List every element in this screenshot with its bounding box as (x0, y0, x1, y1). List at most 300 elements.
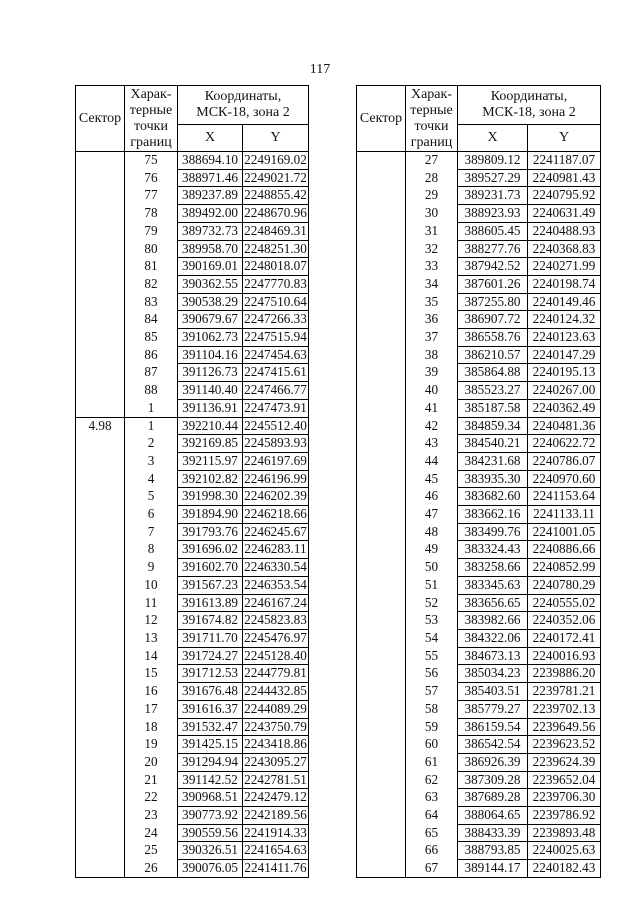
y-cell: 2239649.56 (528, 718, 601, 736)
table-right-body (357, 152, 601, 878)
sector-cell (357, 789, 406, 807)
x-cell: 389492.00 (178, 205, 243, 223)
sector-cell (76, 559, 125, 577)
table-row (357, 594, 601, 612)
x-cell: 391140.40 (178, 382, 243, 400)
sector-cell (357, 222, 406, 240)
sector-cell (76, 329, 125, 347)
y-cell: 2240786.07 (528, 452, 601, 470)
table-row (76, 205, 309, 223)
sector-cell (357, 753, 406, 771)
point-cell: 2 (125, 435, 178, 453)
x-cell: 391532.47 (178, 718, 243, 736)
x-cell: 391712.53 (178, 665, 243, 683)
y-cell: 2248855.42 (243, 187, 309, 205)
table-row (357, 382, 601, 400)
x-cell: 386542.54 (458, 736, 528, 754)
sector-cell (357, 860, 406, 878)
point-cell: 88 (125, 382, 178, 400)
y-cell: 2240195.13 (528, 364, 601, 382)
table-row (76, 382, 309, 400)
table-row (76, 683, 309, 701)
table-row (76, 258, 309, 276)
table-row (357, 736, 601, 754)
x-cell: 385403.51 (458, 683, 528, 701)
x-cell: 384231.68 (458, 452, 528, 470)
table-row (357, 523, 601, 541)
table-row (76, 700, 309, 718)
y-cell: 2240147.29 (528, 346, 601, 364)
point-cell: 49 (406, 541, 458, 559)
point-cell: 83 (125, 293, 178, 311)
table-row (357, 364, 601, 382)
x-cell: 391294.94 (178, 753, 243, 771)
sector-cell (357, 275, 406, 293)
point-cell: 34 (406, 275, 458, 293)
point-cell: 33 (406, 258, 458, 276)
x-cell: 384859.34 (458, 417, 528, 435)
y-cell: 2240795.92 (528, 187, 601, 205)
x-cell: 387601.26 (458, 275, 528, 293)
table-row (357, 329, 601, 347)
point-cell: 7 (125, 523, 178, 541)
table-row (76, 169, 309, 187)
sector-cell (76, 240, 125, 258)
header-coordinates: Координаты, МСК-18, зона 2 (458, 86, 601, 125)
point-cell: 76 (125, 169, 178, 187)
sector-cell (357, 293, 406, 311)
header-x: X (458, 125, 528, 152)
point-cell: 81 (125, 258, 178, 276)
header-y: Y (528, 125, 601, 152)
point-cell: 26 (125, 860, 178, 878)
point-cell: 32 (406, 240, 458, 258)
table-row (357, 293, 601, 311)
x-cell: 390362.55 (178, 275, 243, 293)
sector-cell (76, 683, 125, 701)
table-row (357, 452, 601, 470)
point-cell: 44 (406, 452, 458, 470)
y-cell: 2239624.39 (528, 753, 601, 771)
y-cell: 2243750.79 (243, 718, 309, 736)
point-cell: 42 (406, 417, 458, 435)
x-cell: 386210.57 (458, 346, 528, 364)
y-cell: 2248018.07 (243, 258, 309, 276)
table-row (357, 771, 601, 789)
point-cell: 39 (406, 364, 458, 382)
coordinates-table-left (75, 85, 309, 878)
y-cell: 2247415.61 (243, 364, 309, 382)
x-cell: 386558.76 (458, 329, 528, 347)
sector-cell (76, 382, 125, 400)
point-cell: 46 (406, 488, 458, 506)
sector-cell (76, 771, 125, 789)
sector-cell (76, 506, 125, 524)
x-cell: 387689.28 (458, 789, 528, 807)
y-cell: 2240124.32 (528, 311, 601, 329)
y-cell: 2239786.92 (528, 807, 601, 825)
sector-cell (357, 346, 406, 364)
point-cell: 45 (406, 470, 458, 488)
point-cell: 36 (406, 311, 458, 329)
y-cell: 2246353.54 (243, 576, 309, 594)
point-cell: 66 (406, 842, 458, 860)
sector-cell (357, 452, 406, 470)
point-cell: 23 (125, 807, 178, 825)
point-cell: 62 (406, 771, 458, 789)
y-cell: 2240631.49 (528, 205, 601, 223)
point-cell: 15 (125, 665, 178, 683)
sector-cell (76, 169, 125, 187)
table-row (357, 700, 601, 718)
table-row (357, 718, 601, 736)
y-cell: 2240271.99 (528, 258, 601, 276)
table-row (76, 470, 309, 488)
table-row (76, 559, 309, 577)
point-cell: 18 (125, 718, 178, 736)
x-cell: 386907.72 (458, 311, 528, 329)
x-cell: 391425.15 (178, 736, 243, 754)
x-cell: 390968.51 (178, 789, 243, 807)
y-cell: 2247510.64 (243, 293, 309, 311)
point-cell: 80 (125, 240, 178, 258)
y-cell: 2243095.27 (243, 753, 309, 771)
table-row (76, 187, 309, 205)
x-cell: 391793.76 (178, 523, 243, 541)
sector-cell (76, 293, 125, 311)
table-row (357, 275, 601, 293)
x-cell: 388694.10 (178, 152, 243, 170)
point-cell: 16 (125, 683, 178, 701)
table-row (357, 205, 601, 223)
y-cell: 2249169.02 (243, 152, 309, 170)
point-cell: 60 (406, 736, 458, 754)
y-cell: 2239893.48 (528, 824, 601, 842)
y-cell: 2248469.31 (243, 222, 309, 240)
x-cell: 383656.65 (458, 594, 528, 612)
table-row (357, 435, 601, 453)
y-cell: 2242189.56 (243, 807, 309, 825)
y-cell: 2240488.93 (528, 222, 601, 240)
header-points: Харак- терные точки границ (125, 86, 178, 152)
y-cell: 2240555.02 (528, 594, 601, 612)
sector-cell (357, 594, 406, 612)
y-cell: 2247770.83 (243, 275, 309, 293)
point-cell: 82 (125, 275, 178, 293)
table-row (76, 718, 309, 736)
sector-cell (76, 842, 125, 860)
x-cell: 385779.27 (458, 700, 528, 718)
table-row (357, 665, 601, 683)
table-row (357, 753, 601, 771)
x-cell: 385187.58 (458, 399, 528, 417)
y-cell: 2240780.29 (528, 576, 601, 594)
point-cell: 79 (125, 222, 178, 240)
table-row (76, 346, 309, 364)
x-cell: 388605.45 (458, 222, 528, 240)
x-cell: 389237.89 (178, 187, 243, 205)
sector-cell (76, 789, 125, 807)
y-cell: 2243418.86 (243, 736, 309, 754)
point-cell: 25 (125, 842, 178, 860)
x-cell: 391062.73 (178, 329, 243, 347)
table-row (76, 771, 309, 789)
x-cell: 383258.66 (458, 559, 528, 577)
y-cell: 2240016.93 (528, 647, 601, 665)
sector-cell (357, 629, 406, 647)
x-cell: 391126.73 (178, 364, 243, 382)
table-row (357, 860, 601, 878)
x-cell: 383324.43 (458, 541, 528, 559)
sector-cell (357, 842, 406, 860)
sector-cell (357, 665, 406, 683)
point-cell: 38 (406, 346, 458, 364)
x-cell: 383499.76 (458, 523, 528, 541)
table-row (76, 488, 309, 506)
x-cell: 385523.27 (458, 382, 528, 400)
x-cell: 391696.02 (178, 541, 243, 559)
y-cell: 2241001.05 (528, 523, 601, 541)
sector-cell (76, 152, 125, 170)
point-cell: 58 (406, 700, 458, 718)
x-cell: 385864.88 (458, 364, 528, 382)
sector-cell (76, 470, 125, 488)
x-cell: 384673.13 (458, 647, 528, 665)
table-row (357, 187, 601, 205)
header-y: Y (243, 125, 309, 152)
x-cell: 388277.76 (458, 240, 528, 258)
x-cell: 391711.70 (178, 629, 243, 647)
table-row (76, 753, 309, 771)
y-cell: 2239702.13 (528, 700, 601, 718)
header-x: X (178, 125, 243, 152)
table-row (76, 594, 309, 612)
table-row (76, 452, 309, 470)
header-sector: Сектор (357, 86, 406, 152)
y-cell: 2241411.76 (243, 860, 309, 878)
x-cell: 388793.85 (458, 842, 528, 860)
y-cell: 2244779.81 (243, 665, 309, 683)
point-cell: 28 (406, 169, 458, 187)
point-cell: 19 (125, 736, 178, 754)
table-row (76, 647, 309, 665)
point-cell: 87 (125, 364, 178, 382)
y-cell: 2240886.66 (528, 541, 601, 559)
y-cell: 2246197.69 (243, 452, 309, 470)
sector-cell (76, 647, 125, 665)
point-cell: 31 (406, 222, 458, 240)
x-cell: 392102.82 (178, 470, 243, 488)
x-cell: 387255.80 (458, 293, 528, 311)
point-cell: 24 (125, 824, 178, 842)
table-row (357, 258, 601, 276)
point-cell: 64 (406, 807, 458, 825)
point-cell: 57 (406, 683, 458, 701)
sector-cell (76, 435, 125, 453)
table-row (357, 842, 601, 860)
point-cell: 6 (125, 506, 178, 524)
x-cell: 391136.91 (178, 399, 243, 417)
x-cell: 383662.16 (458, 506, 528, 524)
sector-cell (76, 187, 125, 205)
table-row (76, 329, 309, 347)
point-cell: 55 (406, 647, 458, 665)
y-cell: 2240970.60 (528, 470, 601, 488)
sector-cell (76, 346, 125, 364)
point-cell: 86 (125, 346, 178, 364)
table-row (357, 807, 601, 825)
sector-cell (76, 258, 125, 276)
sector-cell (76, 311, 125, 329)
y-cell: 2246330.54 (243, 559, 309, 577)
table-row (357, 311, 601, 329)
x-cell: 388971.46 (178, 169, 243, 187)
x-cell: 390559.56 (178, 824, 243, 842)
y-cell: 2240362.49 (528, 399, 601, 417)
table-row (76, 222, 309, 240)
x-cell: 391104.16 (178, 346, 243, 364)
y-cell: 2241133.11 (528, 506, 601, 524)
point-cell: 22 (125, 789, 178, 807)
point-cell: 8 (125, 541, 178, 559)
sector-cell (357, 506, 406, 524)
y-cell: 2240267.00 (528, 382, 601, 400)
y-cell: 2249021.72 (243, 169, 309, 187)
sector-cell (357, 435, 406, 453)
sector-cell (76, 807, 125, 825)
sector-cell (357, 205, 406, 223)
x-cell: 386159.54 (458, 718, 528, 736)
sector-cell (76, 523, 125, 541)
y-cell: 2241654.63 (243, 842, 309, 860)
sector-cell (76, 612, 125, 630)
sector-cell (76, 205, 125, 223)
point-cell: 40 (406, 382, 458, 400)
point-cell: 11 (125, 594, 178, 612)
sector-cell (357, 523, 406, 541)
point-cell: 3 (125, 452, 178, 470)
y-cell: 2246218.66 (243, 506, 309, 524)
y-cell: 2245512.40 (243, 417, 309, 435)
table-row (76, 506, 309, 524)
x-cell: 392115.97 (178, 452, 243, 470)
sector-cell (357, 718, 406, 736)
table-row (357, 488, 601, 506)
table-row (357, 152, 601, 170)
point-cell: 10 (125, 576, 178, 594)
point-cell: 47 (406, 506, 458, 524)
x-cell: 391894.90 (178, 506, 243, 524)
sector-cell (76, 824, 125, 842)
x-cell: 390169.01 (178, 258, 243, 276)
table-row (357, 824, 601, 842)
point-cell: 77 (125, 187, 178, 205)
y-cell: 2247515.94 (243, 329, 309, 347)
y-cell: 2244089.29 (243, 700, 309, 718)
sector-cell (357, 559, 406, 577)
table-row (357, 222, 601, 240)
x-cell: 389732.73 (178, 222, 243, 240)
point-cell: 65 (406, 824, 458, 842)
point-cell: 37 (406, 329, 458, 347)
point-cell: 78 (125, 205, 178, 223)
y-cell: 2247266.33 (243, 311, 309, 329)
point-cell: 1 (125, 417, 178, 435)
point-cell: 75 (125, 152, 178, 170)
table-row (76, 541, 309, 559)
x-cell: 383982.66 (458, 612, 528, 630)
table-row (357, 789, 601, 807)
point-cell: 84 (125, 311, 178, 329)
point-cell: 9 (125, 559, 178, 577)
y-cell: 2240368.83 (528, 240, 601, 258)
sector-cell (357, 364, 406, 382)
x-cell: 390679.67 (178, 311, 243, 329)
sector-cell (76, 718, 125, 736)
sector-cell (357, 329, 406, 347)
x-cell: 390326.51 (178, 842, 243, 860)
sector-cell (357, 399, 406, 417)
sector-cell (357, 736, 406, 754)
x-cell: 383345.63 (458, 576, 528, 594)
y-cell: 2241153.64 (528, 488, 601, 506)
y-cell: 2242781.51 (243, 771, 309, 789)
sector-cell (357, 541, 406, 559)
sector-cell (76, 399, 125, 417)
point-cell: 17 (125, 700, 178, 718)
y-cell: 2245476.97 (243, 629, 309, 647)
point-cell: 53 (406, 612, 458, 630)
sector-cell (76, 700, 125, 718)
table-row (357, 346, 601, 364)
y-cell: 2241914.33 (243, 824, 309, 842)
sector-cell (76, 488, 125, 506)
y-cell: 2246196.99 (243, 470, 309, 488)
y-cell: 2239886.20 (528, 665, 601, 683)
point-cell: 20 (125, 753, 178, 771)
y-cell: 2240149.46 (528, 293, 601, 311)
table-row (357, 399, 601, 417)
y-cell: 2239781.21 (528, 683, 601, 701)
table-row (357, 647, 601, 665)
table-row (357, 541, 601, 559)
y-cell: 2239706.30 (528, 789, 601, 807)
point-cell: 56 (406, 665, 458, 683)
x-cell: 389809.12 (458, 152, 528, 170)
y-cell: 2241187.07 (528, 152, 601, 170)
x-cell: 392210.44 (178, 417, 243, 435)
y-cell: 2240198.74 (528, 275, 601, 293)
x-cell: 391998.30 (178, 488, 243, 506)
sector-cell (76, 736, 125, 754)
y-cell: 2240981.43 (528, 169, 601, 187)
y-cell: 2247466.77 (243, 382, 309, 400)
x-cell: 385034.23 (458, 665, 528, 683)
table-row (357, 470, 601, 488)
table-row (357, 506, 601, 524)
coordinates-table-right (356, 85, 601, 878)
y-cell: 2240172.41 (528, 629, 601, 647)
sector-cell (76, 665, 125, 683)
table-row (76, 240, 309, 258)
point-cell: 29 (406, 187, 458, 205)
y-cell: 2245893.93 (243, 435, 309, 453)
y-cell: 2240352.06 (528, 612, 601, 630)
x-cell: 384322.06 (458, 629, 528, 647)
point-cell: 61 (406, 753, 458, 771)
x-cell: 388433.39 (458, 824, 528, 842)
table-row (357, 683, 601, 701)
